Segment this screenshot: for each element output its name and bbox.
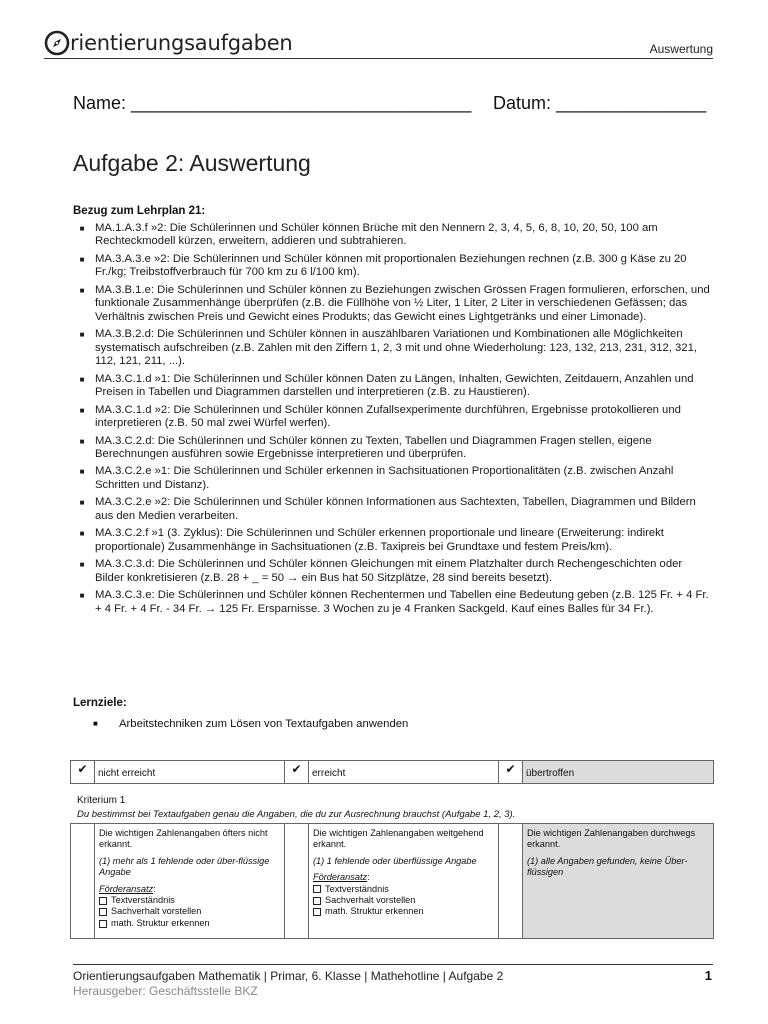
bullet-icon: ■ <box>93 719 98 728</box>
check-icon[interactable]: ✔ <box>499 761 523 783</box>
criterion-cell: Die wichtigen Zahlenangaben öfters nicht erkannt. (1) mehr als 1 fehlende oder über-flüssige Angabe Förderansatz: Textverständnis Sachverhalt vorstellen math. Struktur erkennen <box>95 824 285 938</box>
criterion-cell <box>523 824 713 938</box>
bullet-icon: ■ <box>79 560 85 570</box>
footer-publisher: Herausgeber: Geschäftsstelle BKZ <box>73 984 258 998</box>
rating-not-reached[interactable] <box>71 761 285 783</box>
rating-label: übertroffen <box>523 761 713 783</box>
list-item: ■ MA.3.C.2.e »2: Die Schülerinnen und Schüler können Informationen aus Sachtexten, Tabellen, Diagrammen und Bildern aus den Medien verarbeiten. <box>73 496 713 523</box>
criterion-column-not-reached <box>71 824 285 938</box>
bullet-icon: ■ <box>79 467 85 477</box>
checkbox-option[interactable]: math. Struktur erkennen <box>99 918 280 929</box>
list-item: ■ MA.1.A.3.f »2: Die Schülerinnen und Schüler können Brüche mit den Nennern 2, 3, 4, 5, 6, 8, 10, 20, 50, 100 am Rechteckmodell kürzen, erweitern, addieren und subtrahieren. <box>73 222 713 249</box>
bullet-icon: ■ <box>79 254 85 264</box>
list-item: ■ MA.3.C.1.d »2: Die Schülerinnen und Schüler können Zufallsexperimente durchführen, Ergebnisse protokollieren und interpretieren (z.B. 50 mal zwei Würfel werfen). <box>73 404 713 431</box>
lehrplan-list <box>73 222 713 620</box>
lernziele-heading: Lernziele: <box>73 697 127 709</box>
name-blank[interactable]: __________________________________ <box>131 93 472 113</box>
date-label: Datum: <box>493 93 552 113</box>
rating-label: nicht erreicht <box>95 761 285 783</box>
checkbox-icon[interactable] <box>313 897 321 905</box>
bullet-icon: ■ <box>79 436 85 446</box>
lehrplan-heading: Bezug zum Lehrplan 21: <box>73 205 206 217</box>
name-label: Name: <box>73 93 127 113</box>
checkbox-option[interactable]: Textverständnis <box>313 884 494 895</box>
footer-source: Orientierungsaufgaben Mathematik | Primar, 6. Klasse | Mathehotline | Aufgabe 2 <box>73 969 504 983</box>
list-item: ■ MA.3.B.1.e: Die Schülerinnen und Schüler können zu Beziehungen zwischen Grössen Fragen formulieren, erforschen, und funktionale Zusammenhänge überprüfen (z.B. die Füllhöhe von ½ Liter, 1 Liter, 2 Liter in verschiedenen Gefässen; das Verhältnis zwischen Preis und Gewicht eines Produkts; das Gewicht eines Lightgetränks und einer Limonade). <box>73 284 713 324</box>
page-number: 1 <box>704 968 712 983</box>
check-icon[interactable]: ✔ <box>71 761 95 783</box>
date-blank[interactable]: _______________ <box>556 93 707 113</box>
bullet-icon: ■ <box>79 498 85 508</box>
logo-text: rientierungsaufgaben <box>70 31 293 55</box>
check-cell[interactable] <box>285 824 309 938</box>
foerder-label: Förderansatz <box>313 872 368 883</box>
criterion-detail: (1) 1 fehlende oder überflüssige Angabe <box>313 855 477 866</box>
criterion-description: Du bestimmst bei Textaufgaben genau die Angaben, die du zur Ausrechnung brauchst (Aufgabe 1, 2, 3). <box>77 809 516 820</box>
footer-divider <box>73 964 713 965</box>
checkbox-icon[interactable] <box>313 908 321 916</box>
header-divider <box>44 58 713 59</box>
bullet-icon: ■ <box>79 405 85 415</box>
foerder-label: Förderansatz <box>99 883 154 894</box>
criterion-title: Kriterium 1 <box>77 795 126 806</box>
list-item: ■ MA.3.A.3.e »2: Die Schülerinnen und Schüler können mit proportionalen Beziehungen rechnen (z.B. 300 g Käse zu 20 Fr./kg; Treibstoffverbrauch für 700 km zu 6 l/100 km). <box>73 253 713 280</box>
bullet-icon: ■ <box>79 285 85 295</box>
brand-logo <box>44 30 293 56</box>
list-item: ■ MA.3.C.2.f »1 (3. Zyklus): Die Schülerinnen und Schüler erkennen proportionale und lineare (Erweiterung: indirekt proportionale) Zusammenhänge in Sachsituationen (z.B. Taxipreis bei Grundtaxe und festem Preis/km). <box>73 527 713 554</box>
checkbox-option[interactable]: Sachverhalt vorstellen <box>313 895 494 906</box>
criterion-desc: Die wichtigen Zahlenangaben durchwegs erkannt. <box>527 828 696 850</box>
criterion-table <box>70 823 714 939</box>
list-item: ■ MA.3.C.2.d: Die Schülerinnen und Schüler können zu Texten, Tabellen und Diagrammen Fragen stellen, eigene Berechnungen ausführen sowie Ergebnisse interpretieren und überprüfen. <box>73 435 713 462</box>
check-icon[interactable]: ✔ <box>285 761 309 783</box>
list-item: ■ MA.3.C.2.e »1: Die Schülerinnen und Schüler erkennen in Sachsituationen Proportionalitäten (z.B. zwischen Anzahl Schritten und Distanz). <box>73 465 713 492</box>
checkbox-icon[interactable] <box>99 920 107 928</box>
lernziele-list <box>73 717 408 731</box>
bullet-icon: ■ <box>79 224 85 233</box>
rating-label: erreicht <box>309 761 499 783</box>
compass-logo-icon <box>44 30 70 56</box>
list-item: ■ MA.3.B.2.d: Die Schülerinnen und Schüler können in auszählbaren Variationen und Kombinationen alle Möglichkeiten systematisch aufschreiben (z.B. Zahlen mit den Ziffern 1, 2, 3 mit und ohne Wiederholung: 123, 132, 213, 231, 312, 321, 112, 121, 211, ...). <box>73 328 713 368</box>
bullet-icon: ■ <box>79 591 85 601</box>
rating-exceeded[interactable] <box>499 761 713 783</box>
criterion-column-exceeded <box>499 824 713 938</box>
criterion-cell: Die wichtigen Zahlenangaben weitgehend erkannt. (1) 1 fehlende oder überflüssige Angabe Förderansatz: Textverständnis Sachverhalt vorstellen math. Struktur erkennen <box>309 824 499 938</box>
checkbox-option[interactable]: Textverständnis <box>99 895 280 906</box>
list-item: ■ MA.3.C.3.e: Die Schülerinnen und Schüler können Rechentermen und Tabellen eine Bedeutung geben (z.B. 125 Fr. + 4 Fr. + 4 Fr. + 4 Fr. - 34 Fr. → 125 Fr. Ersparnisse. 3 Wochen zu je 4 Franken Sackgeld. Kauf eines Balles für 34 Fr.). <box>73 589 713 616</box>
page-title: Aufgabe 2: Auswertung <box>73 150 311 176</box>
rating-scale <box>70 760 714 784</box>
criterion-column-reached <box>285 824 499 938</box>
checkbox-icon[interactable] <box>99 908 107 916</box>
date-field[interactable] <box>493 93 706 114</box>
checkbox-option[interactable]: math. Struktur erkennen <box>313 906 494 917</box>
list-item: ■ MA.3.C.3.d: Die Schülerinnen und Schüler können Gleichungen mit einem Platzhalter durch Rechengeschichten oder Bilder konkretisieren (z.B. 28 + _ = 50 → ein Bus hat 50 Sitzplätze, 28 sind bereits besetzt). <box>73 558 713 585</box>
checkbox-option[interactable]: Sachverhalt vorstellen <box>99 906 280 917</box>
check-cell[interactable] <box>71 824 95 938</box>
checkbox-icon[interactable] <box>99 897 107 905</box>
bullet-icon: ■ <box>79 330 85 340</box>
bullet-icon: ■ <box>79 529 85 539</box>
list-item: ■ MA.3.C.1.d »1: Die Schülerinnen und Schüler können Daten zu Längen, Inhalten, Gewichten, Zeitdauern, Anzahlen und Preisen in Tabellen und Diagrammen darstellen und interpretieren (z.B. zu Haustieren). <box>73 373 713 400</box>
criterion-detail: (1) mehr als 1 fehlende oder über-flüssige Angabe <box>99 855 270 878</box>
checkbox-icon[interactable] <box>313 885 321 893</box>
name-field[interactable] <box>73 93 471 114</box>
bullet-icon: ■ <box>79 374 85 384</box>
rating-reached[interactable] <box>285 761 499 783</box>
check-cell[interactable] <box>499 824 523 938</box>
list-item: ■ Arbeitstechniken zum Lösen von Textaufgaben anwenden <box>93 718 409 730</box>
criterion-desc: Die wichtigen Zahlenangaben öfters nicht erkannt. <box>99 828 268 850</box>
criterion-desc: Die wichtigen Zahlenangaben weitgehend erkannt. <box>313 828 484 850</box>
criterion-detail: (1) alle Angaben gefunden, keine Über-flüssigen <box>527 855 688 878</box>
section-label: Auswertung <box>649 42 713 56</box>
